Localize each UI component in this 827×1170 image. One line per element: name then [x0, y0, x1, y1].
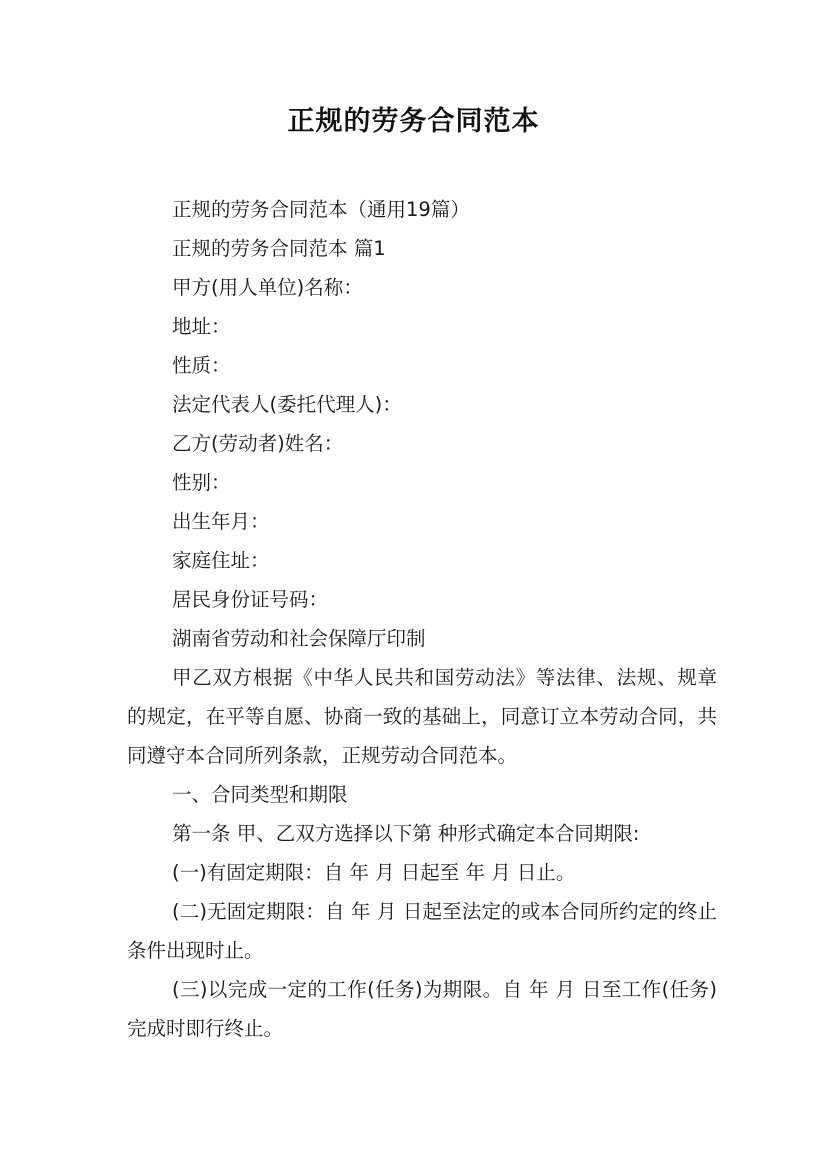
paragraph-printed-by: 湖南省劳动和社会保障厅印制	[172, 627, 426, 650]
document-title: 正规的劳务合同范本	[287, 106, 540, 137]
document-body	[127, 190, 717, 1048]
field-home-address: 家庭住址：	[172, 549, 270, 572]
clause-task-based: (三)以完成一定的工作(任务)为期限。自 年 月 日至工作(任务)完成时即行终止。	[127, 978, 717, 1040]
clause-fixed-term: (一)有固定期限：自 年 月 日起至 年 月 日止。	[172, 861, 576, 884]
field-legal-representative: 法定代表人(委托代理人)：	[172, 393, 402, 416]
field-nature: 性质：	[172, 354, 231, 377]
field-gender: 性别：	[172, 471, 231, 494]
field-birth-date: 出生年月：	[172, 510, 270, 533]
field-employee-name: 乙方(劳动者)姓名：	[172, 432, 344, 455]
clause-open-ended: (二)无固定期限：自 年 月 日起至法定的或本合同所约定的终止条件出现时止。	[127, 900, 717, 962]
article-1: 第一条 甲、乙双方选择以下第 种形式确定本合同期限:	[172, 822, 640, 845]
paragraph-section-heading: 正规的劳务合同范本 篇1	[172, 237, 386, 260]
paragraph-subtitle: 正规的劳务合同范本（通用19篇）	[172, 198, 470, 221]
section-heading-contract-type: 一、合同类型和期限	[172, 783, 348, 806]
paragraph-preamble: 甲乙双方根据《中华人民共和国劳动法》等法律、法规、规章的规定，在平等自愿、协商一致的基础上，同意订立本劳动合同，共同遵守本合同所列条款，正规劳动合同范本。	[127, 666, 717, 767]
field-id-number: 居民身份证号码：	[172, 588, 329, 611]
field-address: 地址：	[172, 315, 231, 338]
field-employer-name: 甲方(用人单位)名称：	[172, 276, 363, 299]
